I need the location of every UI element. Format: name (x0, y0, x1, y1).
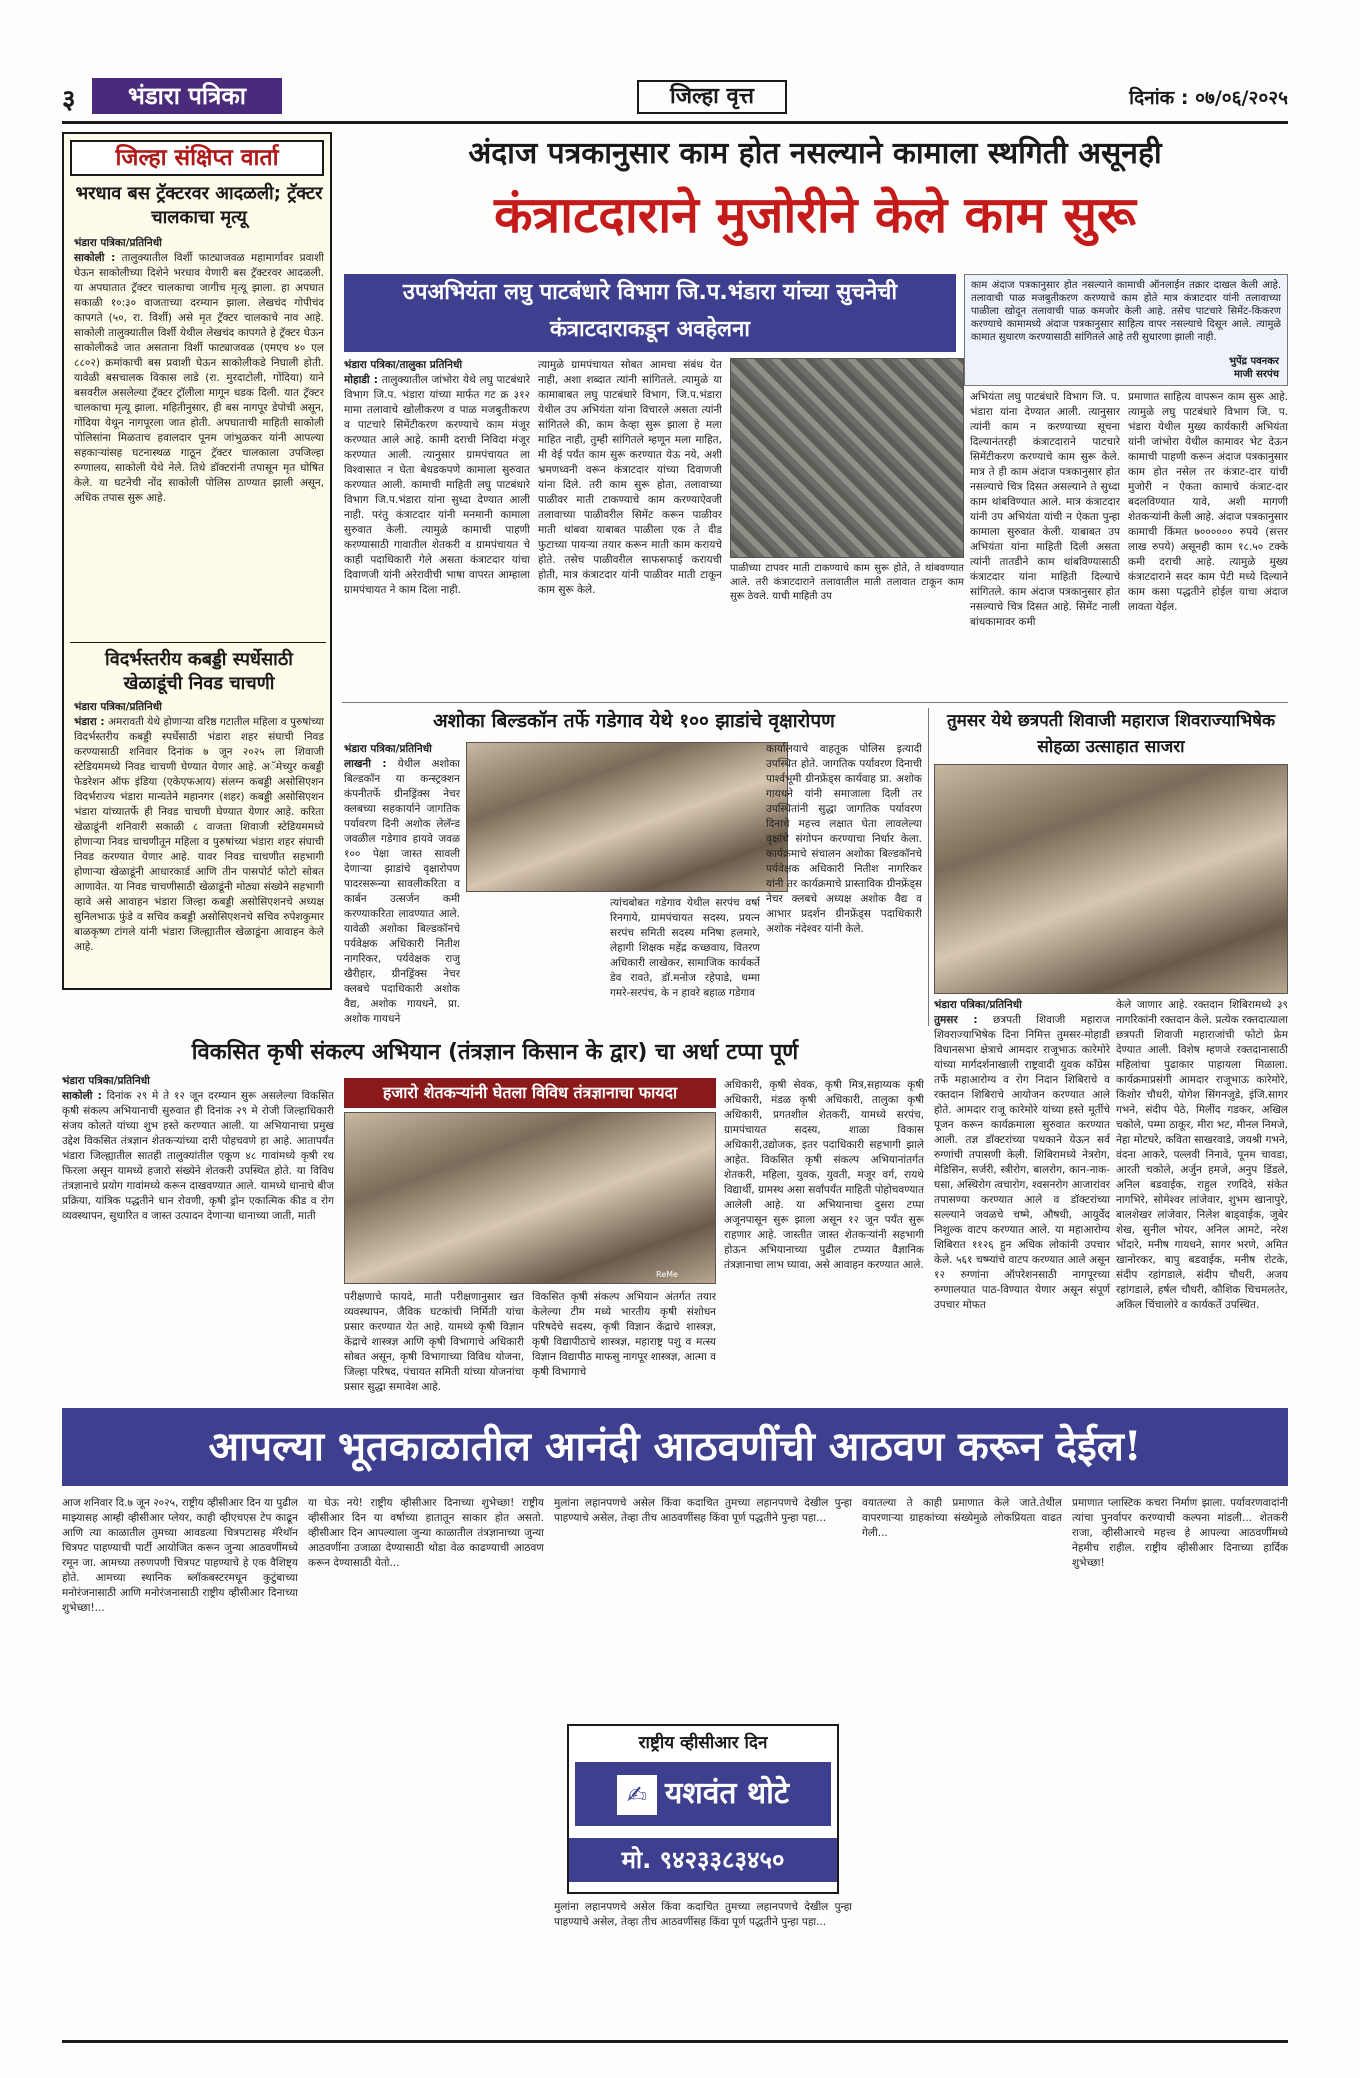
ashoka-byline: भंडारा पत्रिका/प्रतिनिधी (344, 743, 432, 755)
ashoka-place: लाखनी : (344, 758, 387, 770)
divider (342, 702, 1288, 703)
ashoka-headline: अशोका बिल्डकॉन तर्फे गडेगाव येथे १०० झाडांचे वृक्षारोपण (433, 710, 835, 732)
divider (70, 642, 326, 643)
lead-place: मोहाडी : (344, 374, 378, 386)
lead-photo-caption: पाळीच्या टापवर माती टाकण्याचे काम सुरू होते, ते थांबवण्यात आले. तरी कंत्राटदाराने तलावातील माती तलावात टाकून काम सुरू ठेवले. याची माहिती उप (730, 563, 964, 602)
shivaji-place: तुमसर : (934, 1014, 978, 1026)
krushi-byline: भंडारा पत्रिका/प्रतिनिधी (62, 1075, 150, 1087)
lead-column-4: प्रमाणात साहित्य वापरून काम सुरू आहे. त्यामुळे लघु पाटबंधारे विभाग जि. प. भंडारा येथील मुख्य कार्यकारी अभियंता यांनी जांभोरा येथील कामावर भेट देऊन कामाची पाहणी करून अंदाज पत्रकानुसार काम होत नसेल तर कंत्राट-दार यांची मुजोरी न ऐकता कामाचे कंत्राट-दार बदलविण्यात यावे, अशी मागणी शेतकऱ्यांनी केली आहे. अंदाज पत्रकानुसार कामाची किंमत ७०००००० रुपये (सत्तर लाख रुपये) असूनही काम १८.५० टक्के कमी दराची आहे. त्यामुळे मुख्य कंत्राटदाराने सदर काम पेटी मध्ये दिल्याने काम कसा पद्धतीने होईल याचा अंदाज लावता येईल. (1128, 391, 1288, 613)
author-name-plate (575, 1762, 831, 1826)
quote-signature (1229, 355, 1279, 381)
lead-subhead: उपअभियंता लघु पाटबंधारे विभाग जि.प.भंडारा यांच्या सुचनेची कंत्राटदाराकडून अवहेलना (344, 274, 956, 352)
shivaji-byline: भंडारा पत्रिका/प्रतिनिधी (934, 999, 1022, 1011)
ashoka-column-3: कार्यालयाचे वाहतूक पोलिस इत्यादी उपस्थित होते. जागतिक पर्यावरण दिनाची पार्श्वभूमी ग्रीनफ्रेंड्स कार्यवाह प्रा. अशोक गायधने यांनी समाजाला दिली तर उपस्थितांनी सुद्धा जागतिक पर्यावरण दिनाचे महत्त्व लक्षात घेता लावलेल्या वृक्षांचे संगोपन करण्याचा निर्धार केला. कार्यक्रमाचे संचालन अशोका बिल्डकॉनचे पर्यवेक्षक अधिकारी नितीश नागरिकर यांनी तर कार्यक्रमाचे प्रास्ताविक ग्रीनफ्रेंड्स नेचर क्लबचे अध्यक्ष अशोक वैद्य व आभार प्रदर्शन ग्रीनफ्रेंड्स पदाधिकारी अशोक नंदेश्वर यांनी केले. (766, 743, 922, 935)
brief-place: भंडारा : (74, 716, 105, 728)
shivaji-event-photo (934, 764, 1288, 994)
lead-byline: भंडारा पत्रिका/तालुका प्रतिनिधी (344, 359, 463, 371)
vcr-column-1: आज शनिवार दि.७ जून २०२५, राष्ट्रीय व्हीसीआर दिन या पुढील माझ्यासह आम्ही व्हीसीआर प्लेयर, काही व्हीएचएस टेप काढून आणि त्या काळातील तुमच्या आवडत्या चित्रपटासह मॅरेथॉन चित्रपट पाहण्याची पार्टी आयोजित करून जुन्या आठवणींमध्ये रमून जा. आमच्या तरुणपणी चित्रपट पाहण्याचे हे एक वैशिष्ट्य होते. आमच्या स्थानिक ब्लॉकबस्टरमधून कुटुंबाच्या मनोरंजनासाठी आणि मनोरंजनासाठी राष्ट्रीय व्हीसीआर दिनाच्या शुभेच्छा!... (62, 1497, 298, 1614)
brief-body-kabaddi (74, 700, 324, 984)
lead-headline: कंत्राटदाराने मुजोरीने केले काम सुरू (494, 185, 1136, 244)
pen-icon: ✍ (617, 1775, 657, 1815)
pull-quote (964, 274, 1288, 386)
author-phone: मो. ९४२३३८३४५० (569, 1838, 837, 1882)
newspaper-brand: भंडारा पत्रिका (92, 78, 282, 114)
lead-column-3: अभियंता लघु पाटबंधारे विभाग जि. प. भंडारा यांना देण्यात आली. त्यानुसार त्यांनी काम न करण्याच्या सूचना दिल्यानंतरही कंत्राटदाराने पाटचारे सिमेंटीकरण करण्याचे काम सुरू केले. मात्र ते ही काम अंदाज पत्रकानुसार होत नसल्याचे चित्र दिसत असल्याने ते सुध्दा काम थांबविण्यात आले. मात्र कंत्राटदार यांनी उप अभियंता यांची न ऐकता पुन्हा कामाला सुरुवात केली. याबाबत उप अभियंता यांना माहिती दिली असता त्यांनी तातडीने काम थांबविण्यासाठी कंत्राटदार यांना माहिती दिल्याचे सांगितले. काम अंदाज पत्रकानुसार होत नसल्याचे चित्र दिसत आहे. सिमेंट नाली बांधकामावर कमी (970, 391, 1120, 628)
shivaji-headline: तुमसर येथे छत्रपती शिवाजी महाराज शिवराज्याभिषेक सोहळा उत्साहात साजरा (946, 711, 1276, 757)
lead-column-2: त्यामुळे ग्रामपंचायत सोबत आमचा संबंध येत नाही, अशा शब्दात त्यांनी सांगितले. त्यामुळे या कामाबाबत लघु पाटबंधारे विभाग, जि.प.भंडारा येथील उप अभियंता यांना विचारले असता त्यांनी सांगितले की, काम केव्हा सुरू झाला हे मला माहित नाही, तुम्ही सांगितले म्हणून मला माहित, मी वेई पर्यंत काम सुरू करण्यात येऊ नये, अशी भ्रमणध्वनी वरून कंत्राटदार यांच्या दिवाणजी यांना दिले. तरी काम सुरू होता, तलावाच्या पाळीवर माती टाकण्याचे काम करण्याऐवजी तलावाच्या पाळीवरील सिमेंट करून पाळीवर माती थांबवा याबाबत पाळीला एक ते दीड फुटाच्या पायऱ्या तयार करून माती काम करायचे होते. तसेच पाळीवरील साफसफाई करायची होती, मात्र कंत्राटदार यांनी पाळीवर माती टाकून काम सुरू केले. (538, 359, 722, 596)
brief-byline: भंडारा पत्रिका/प्रतिनिधी (74, 237, 162, 249)
vcr-banner-headline: आपल्या भूतकाळातील आनंदी आठवणींची आठवण करून देईल! (62, 1408, 1288, 1486)
brief-headline-kabaddi: विदर्भस्तरीय कबड्डी स्पर्धेसाठी खेळाडूंची निवड चाचणी (105, 649, 293, 694)
ashoka-column-1 (344, 742, 460, 1026)
krushi-column-2: परीक्षणाचे फायदे, माती परीक्षणानुसार खत व्यवस्थापन, जैविक घटकांची निर्मिती यांचा प्रसार करण्यात येत आहे. यामध्ये कृषी विज्ञान केंद्राचे शास्त्रज्ञ आणि कृषी विभागाचे अधिकारी सोबत असून, कृषी विभागाच्या विविध योजना, जिल्हा परिषद, पंचायत समिती यांच्या योजनांचा प्रसार सुद्धा समावेश आहे. (344, 1291, 524, 1393)
lead-photo-canal (730, 358, 964, 558)
ashoka-text-1: येथील अशोका बिल्डकॉन या कन्स्ट्रक्शन कंपनीतर्फे ग्रीनड्रिंक्स नेचर क्लबच्या सहकार्याने जागतिक पर्यावरण दिनी अशोक लेलॅन्ड जवळील गडेगाव हायवे जवळ १०० पेक्षा जास्त सावली देणाऱ्या झाडांचे वृक्षारोपण पादरसरून्या सावलीकरिता व कार्बन उत्सर्जन कमी करण्याकरिता लावण्यात आले. यावेळी अशोका बिल्डकॉनचे पर्यवेक्षक अधिकारी नितीश नागरिकर, पर्यवेक्षक राजु खैरीहार, ग्रीनड्रिंक्स नेचर क्लबचे पदाधिकारी अशोक वैद्य, अशोक गायधने, प्रा. अशोक गायधने (344, 758, 460, 1025)
ashoka-column-2: त्यांचबोबत गडेगाव येथील सरपंच वर्षा रिनगाये, ग्रामपंचायत सदस्य, प्रयत्न सरपंच समिती सदस्य मनिषा हलमारे, लेहागी शिक्षक महेंद्र कच्छवाय, वितरण अधिकारी लाखेकर, सामाजिक कार्यकर्ते डेव रावते, डॉ.मनोज रहेपाडे, धम्मा गमरे-सरपंच, के न हावरे बहाळ गडेगाव (610, 897, 760, 999)
vcr-column-3: मुलांना लहानपणचे असेल किंवा कदाचित तुमच्या लहानपणचे देखील पुन्हा पाहण्याचे असेल, तेव्हा तीच आठवणींसह किंवा पूर्ण पद्धतीने पुन्हा पहा... (554, 1497, 852, 1524)
shivaji-column-1 (934, 998, 1110, 1398)
krushi-farmers-photo (344, 1112, 716, 1293)
krushi-headline: विकसित कृषी संकल्प अभियान (तंत्रज्ञान किसान के द्वार) चा अर्धा टप्पा पूर्ण (191, 1040, 799, 1065)
krushi-column-4: अधिकारी, कृषी सेवक, कृषी मित्र,सहाय्यक कृषी अधिकारी, मंडळ कृषी अधिकारी, तालुका कृषी अधिकारी, प्रगतशील शेतकरी, यामध्ये सरपंच, ग्रामपंचायत सदस्य, शाळा विकास अधिकारी,उद्योजक, इतर पदाधिकारी सहभागी झाले आहेत. विकसित कृषी संकल्प अभियानांतर्गत शेतकरी, महिला, युवक, युवती, मजूर वर्ग, रायथे विद्यार्थी, ग्रामस्थ असा सर्वांपर्यंत माहिती पोहोचवण्यात आलेली आहे. या अभियानाचा दुसरा टप्पा अजूनपासून सुरू झाला असून १२ जून पर्यंत सुरू राहणार आहे. जास्तीत जास्त शेतकऱ्यांनी सहभागी होऊन अभियानाच्या पुढील टप्प्यात वैज्ञानिक तंत्रज्ञानाचा लाभ घ्यावा, असे आवाहन करण्यात आले. (724, 1079, 924, 1271)
author-name: यशवंत थोटे (664, 1776, 790, 1811)
masthead (62, 78, 1288, 124)
brief-text: तालुक्यातील विर्शी फाट्याजवळ महामार्गावर प्रवाशी घेऊन साकोलीच्या दिशेने भरधाव येणारी बस ट्रॅक्टरवर आदळली. या अपघातात ट्रॅक्टर चालकाचा जागीच मृत्यू झाला. हा अपघात सकाळी १०:३० वाजताच्या दरम्यान झाला. लेखचंद गोपीचंद कापगते (५०, रा. विर्शी) असे मृत ट्रॅक्टर चालकाचे नाव आहे. साकोली तालुक्यातील विर्शी येथील लेखचंद कापगते हे ट्रॅक्टर घेऊन साकोलीकडे जात असताना विर्शी फाट्याजवळ (एमएच ४० एल ८८०२) क्रमांकाची बस प्रवाशी घेऊन साकोलीकडे निघाली होती. यावेळी बसचालक विकास लाडे (रा. मुरदाटोली, गोंदिया) याने बसवरील असलेल्या ट्रॅक्टर ट्रॉलीला मागून धडक दिली. यात ट्रॅक्टर चालकाचा मृत्यू झाला. महितीनुसार, ही बस नागपूर डेपोची असून, गोंदिया येथून नागपूरला जात होती. अपघाताची माहिती साकोली पोलिसांना मिळताच हवालदार पूनम जांभुळकर यांनी आपल्या सहकाऱ्यांसह घटनास्थळ गाठून ट्रॅक्टर चालकाला उपजिल्हा रुग्णालय, साकोली येथे नेले. तिथे डॉक्टरांनी तपासून मृत घोषित केले. या घटनेची नोंद साकोली पोलिस ठाण्यात झाली असून, अधिक तपास सुरू आहे. (74, 252, 324, 504)
quote-name: भुपेंद्र पवनकर (1228, 356, 1279, 367)
shivaji-text-1: छत्रपती शिवाजी महाराज शिवराज्याभिषेक दिना निमित्त तुमसर-मोहाडी विधानसभा क्षेत्राचे आमदार राजूभाऊ कारेमोरे यांच्या मार्गदर्शनाखाली राष्ट्रवादी युवक काँग्रेस तर्फे महाआरोग्य व रोग निदान शिबिराचे व रक्तदान शिबिराचे आयोजन करण्यात आले होते. आमदार राजू कारेमोरे यांच्या हस्ते मूर्तीचे पूजन करून कार्यक्रमाला सुरुवात करण्यात आली. तज्ञ डॉक्टरांच्या पथकाने येऊन सर्व रुग्णांची तपासणी केली. शिबिरामध्ये नेत्ररोग, मेडिसिन, सर्जरी, स्त्रीरोग, बालरोग, कान-नाक-घसा, अस्थिरोग त्वचारोग, श्वसनरोग आजारांवर तपासण्या करण्यात आले व डॉक्टरांच्या सल्ल्याने जवळचे चष्मे, औषधी, आयुर्वेद निशुल्क वाटप करण्यात आले. या महाआरोग्य शिबिरात ११२६ हुन अधिक लोकांनी उपचार केले. ५६१ चष्म्यांचे वाटप करण्यात आले असून १२ रुग्णांना ऑपरेशनसाठी नागपूरच्या रुग्णालयात पाठ-विण्यात येणार असून संपूर्ण उपचार मोफत (934, 1014, 1110, 1311)
lead-text-1: तालुक्यातील जांभोरा येथे लघु पाटबंधारे विभाग जि.प. भंडारा यांच्या मार्फत गट क्र ३१२ मामा तलावाचे खोलीकरण व पाळ मजबुतीकरण व पाटचारे सिमेंटीकरण करण्याचे काम मंजूर करण्यात आले आहे. कामी दराची निविदा मंजूर करण्यात आली. त्यानुसार ग्रामपंचायत ला विश्वासात न घेता बेधडकपणे कामाला सुरुवात करण्यात आली. कामाची माहिती लघु पाटबंधारे विभाग जि.प.भंडारा यांना सुध्दा देण्यात आली नाही. परंतु कंत्राटदार यांनी मनमानी कामाला सुरुवात केली. त्यामुळे कामाची पाहणी करण्यासाठी गावातील शेतकरी व ग्रामपंचायत चे काही पदाधिकारी गेले असता कंत्राटदार यांचा दिवाणजी यांनी अरेरावीची भाषा वापरत आम्हाला ग्रामपंचायत ने काम दिला नाही. (344, 374, 530, 596)
page-number: ३ (62, 85, 76, 115)
brief-text: अमरावती येथे होणाऱ्या वरिष्ठ गटातील महिला व पुरुषांच्या विदर्भस्तरीय कबड्डी स्पर्धेसाठी भंडारा शहर संघाची निवड करण्यासाठी शनिवार दिनांक ७ जून २०२५ ला शिवाजी स्टेडियममध्ये निवड चाचणी घेण्यात येणार आहे. अॅमेच्युर कबड्डी फेडरेशन ऑफ इंडिया (एकेएफआय) संलग्न कबड्डी असोसिएशन विदर्भराज्य भंडारा मान्यतेने महानगर (शहर) कबड्डी असोसिएशन भंडारा यांच्यातर्फे ही निवड चाचणी घेण्यात येणार आहे. करिता खेळाडूंनी शनिवारी सकाळी ८ वाजता शिवाजी स्टेडियममध्ये होणाऱ्या निवड चाचणीतून महिला व पुरुषांच्या भंडारा शहर संघाची निवड करण्यात येणार आहे. यावर निवड चाचणीत सहभागी होणाऱ्या खेळाडूंनी आधारकार्ड आणि तीन पासपोर्ट फोटो सोबत आणावेत. या निवड चाचणीसाठी खेळाडूंनी मोठ्या संख्येने सहभागी व्हावे असे आवाहन भंडारा जिल्हा कबड्डी असोसिएशनचे अध्यक्ष सुनिलभाऊ फुंडे व सचिव कबड्डी असोसिएशनचे सचिव रुपेशकुमार बाळकृष्ण टांगले यांनी भंडारा जिल्ह्यातील खेळाडूंना आवाहन केले आहे. (74, 716, 324, 953)
krushi-column-3: विकसित कृषी संकल्प अभियान अंतर्गत तयार केलेल्या टीम मध्ये भारतीय कृषी संशोधन परिषदेचे सदस्य, कृषी विज्ञान केंद्राचे शास्त्रज्ञ, कृषी विद्यापीठाचे शास्त्रज्ञ, महाराष्ट्र पशु व मत्स्य विज्ञान विद्यापीठ माफसु नागपूर शास्त्रज्ञ, आत्मा व कृषी विभागाचे (532, 1291, 716, 1378)
ashoka-tree-plantation-photo (466, 742, 788, 892)
vcr-column-5: प्रमाणात प्लास्टिक कचरा निर्माण झाला. पर्यावरणवादांनी त्यांचा पुनर्वापर करण्याची कल्पना मांडली... शेतकरी राजा, व्हीसीआरचे महत्त्व हे आपल्या आठवणींमध्ये नेहमीच राहील. राष्ट्रीय व्हीसीआर दिनाच्या हार्दिक शुभेच्छा! (1072, 1497, 1288, 1569)
page-bottom-rule (62, 2040, 1288, 2043)
krushi-text-1: दिनांक २९ मे ते १२ जून दरम्यान सुरू असलेल्या विकसित कृषी संकल्प अभियानाची सुरुवात ही दिनांक २९ मे रोजी जिल्हाधिकारी संजय कोलते यांच्या शुभ हस्ते करण्यात आली. या अभियानाचा प्रमुख उद्देश विकसित तंत्रज्ञान शेतकऱ्यांच्या दारी पोहचवणे हा आहे. आतापर्यंत भंडारा जिल्ह्यातील सातही तालुक्यांतील एकूण ४८ गावांमध्ये कृषी रथ फिरला असून यामध्ये हजारो संख्येने शेतकरी उपस्थित होते. या विविध तंत्रज्ञानाचे प्रयोग गावांमध्ये करून दाखवण्यात आले. यामध्ये धानाचे बीज प्रक्रिया, यांत्रिक पद्धतीने धान रोवणी, कृषी ड्रोन एकात्मिक कीड व रोग व्यवस्थापन, सुधारित व जास्त उत्पादन देणाऱ्या धानाच्या जाती, माती (62, 1090, 334, 1222)
shivaji-column-2: केले जाणार आहे. रक्तदान शिबिरामध्ये ३९ नागरिकांनी रक्तदान केले. प्रत्येक रक्तदात्याला छत्रपती शिवाजी महाराजांची फोटो फ्रेम देण्यात आली. विशेष म्हणजे रक्तदानासाठी महिलांचा पुढाकार पाहायला मिळाला. कार्यक्रमाप्रसंगी आमदार राजूभाऊ कारेमोरे, किशोर चौधरी, योगेश सिंगनजुडे, इंजि.सागर गभने, संदीप पेठे, मिलींद गडकर, अखिल चकोले, पम्मा ठाकूर, मीरा भट, मीनल निमजे, नेहा मोटघरे, कविता साखरवाडे, जयश्री गभने, वंदना आकरे, पल्लवी निनावे, पूनम चावडा, आरती चकोले, अर्जुन हमजे, अनुप डिंडले, अनिल बडवाईक, राहुल रणदिवे, संकेत नागभिरे, सोमेश्वर लांजेवार, शुभम खानापुरे, बालशेखर लांजेवार, निलेश बाड्वाईक, जुबेर शेख, सुनील भोयर, अनिल आमटे, नरेश भोंदारे, मनीष गायधने, सागर भरणे, अमित खानोरकर, बापु बडवाईक, मनीष रोटके, संदीप रहांगडाले, संदीप चौधरी, अजय रहांगडाले, हर्षल चौधरी, कौशिक चिचमलतेर, अकिल चिंचालोरे व कार्यकर्ते उपस्थित. (1116, 999, 1288, 1311)
district-briefs-sidebar (62, 132, 332, 990)
vcr-column-2: या घेऊ नये! राष्ट्रीय व्हीसीआर दिनाच्या शुभेच्छा! राष्ट्रीय व्हीसीआर दिन या वर्षाच्या हातातून साकार होत असतो. व्हीसीआर दिन आपल्याला जुन्या काळातील तंत्रज्ञानाच्या जुन्या आठवणींना उजाळा देण्यासाठी थोडा वेळ काढण्याची आठवण करून देण्यासाठी येतो... (308, 1497, 544, 1569)
brief-body-bus-accident (74, 236, 324, 640)
photo-timestamp: ReMe 21.06.2025 (656, 1270, 702, 1293)
brief-place: साकोली : (74, 252, 116, 264)
issue-date: दिनांक : ०७/०६/२०२५ (1129, 87, 1288, 109)
quote-text: काम अंदाज पत्रकानुसार होत नसल्याने कामाची ऑनलाईन तक्रार दाखल केली आहे. तलावाची पाळ मजबुतीकरण करण्याचे काम होते मात्र कंत्राटदार यांनी तलावाच्या पाळीला खोदून तलावाची पाळ कमजोर केली आहे. तसेच पाटचारे सिमेंट-किकरण करण्याचे कामामध्ये अंदाज पत्रकानुसार साहित्य वापर नसल्याचे दिसून आले. त्यामुळे कामात सुधारण करण्यासाठी सांगितले आहे तरी सुधारणा झाली नाही. (971, 280, 1281, 343)
lead-kicker: अंदाज पत्रकानुसार काम होत नसल्याने कामाला स्थगिती असूनही (468, 136, 1162, 171)
sidebar-title: जिल्हा संक्षिप्त वार्ता (70, 140, 324, 176)
quote-title: माजी सरपंच (1234, 369, 1279, 380)
vcr-column-4: वयातल्या ते काही प्रमाणात केले जाते.तेथील वापरणाऱ्या ग्राहकांच्या संख्येमुळे लोकप्रियता वाढत गेली... (862, 1497, 1062, 1539)
krushi-tagline: हजारो शेतकऱ्यांनी घेतला विविध तंत्रज्ञानाचा फायदा (344, 1078, 716, 1108)
vcr-column-3b: मुलांना लहानपणचे असेल किंवा कदाचित तुमच्या लहानपणचे देखील पुन्हा पाहण्याचे असेल, तेव्हा तीच आठवणींसह किंवा पूर्ण पद्धतीने पुन्हा पहा... (554, 1901, 852, 1928)
krushi-column-1 (62, 1074, 334, 1398)
lead-column-1 (344, 358, 530, 698)
vcr-author-box (567, 1724, 839, 1894)
brief-headline-bus-accident: भरधाव बस ट्रॅक्टरवर आदळली; ट्रॅक्टर चालकाचा मृत्यू (75, 183, 323, 228)
vcr-box-title: राष्ट्रीय व्हीसीआर दिन (638, 1733, 768, 1753)
divider (928, 708, 929, 1026)
section-label: जिल्हा वृत्त (637, 80, 787, 114)
krushi-place: साकोली : (62, 1090, 102, 1102)
brief-byline: भंडारा पत्रिका/प्रतिनिधी (74, 701, 162, 713)
